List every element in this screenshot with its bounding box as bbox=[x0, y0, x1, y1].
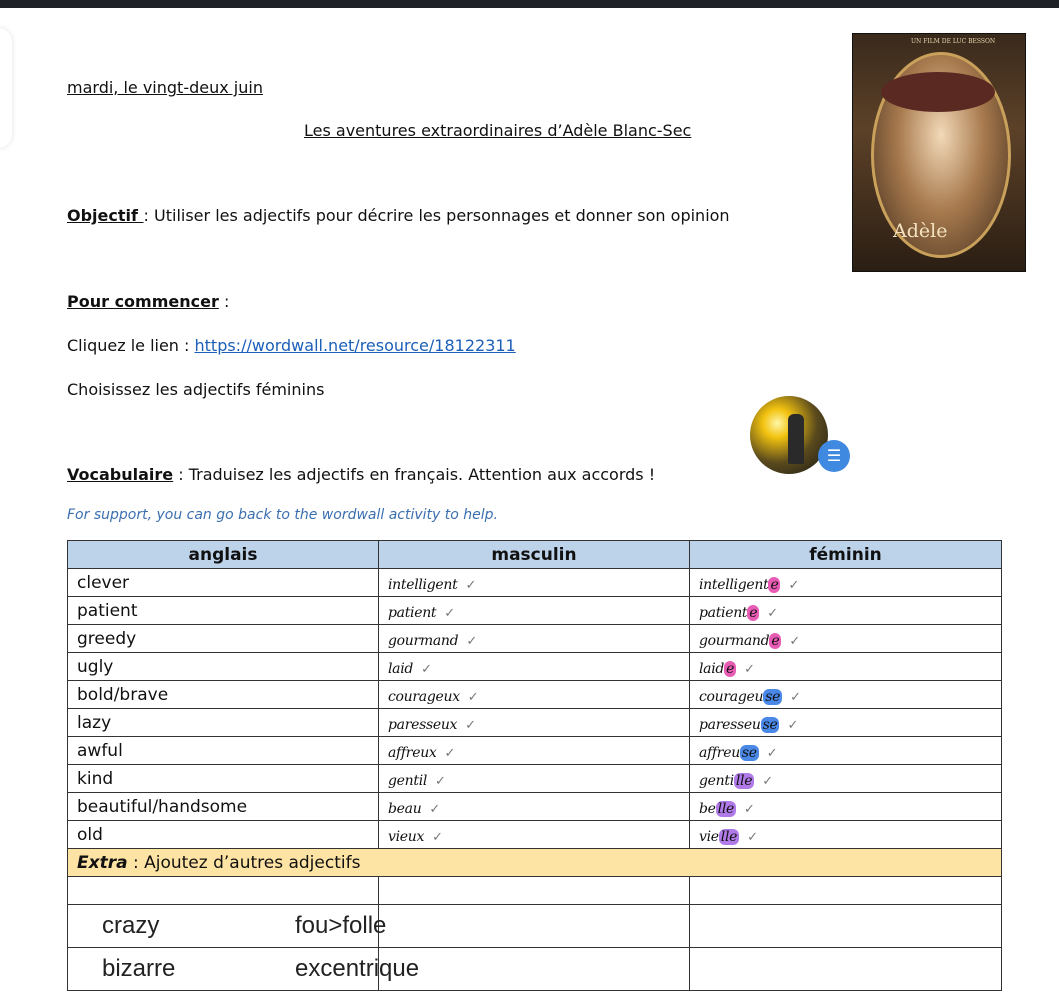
feminine-stem: intelligent bbox=[699, 577, 769, 593]
feminine-ending-highlight: se bbox=[741, 745, 757, 761]
handwritten-masculine: intelligent bbox=[388, 577, 458, 593]
start-suffix: : bbox=[218, 292, 230, 311]
feminine-stem: vie bbox=[699, 829, 719, 845]
poster-hat bbox=[881, 72, 995, 112]
poster-title: Adèle bbox=[893, 220, 948, 242]
table-row bbox=[68, 709, 1002, 737]
cell-masculine[interactable] bbox=[379, 709, 690, 737]
extra-text: : Ajoutez d’autres adjectifs bbox=[127, 852, 361, 873]
typed-english: bizarre bbox=[102, 955, 176, 982]
handwritten-masculine: affreux bbox=[388, 745, 437, 761]
feminine-ending-highlight: se bbox=[765, 689, 781, 705]
cell-masculine[interactable] bbox=[379, 793, 690, 821]
handwritten-masculine: vieux bbox=[388, 829, 425, 845]
handwritten-masculine: gentil bbox=[388, 773, 428, 789]
extra-cell[interactable] bbox=[68, 849, 1002, 877]
table-header-row bbox=[68, 541, 1002, 569]
cell-feminine[interactable] bbox=[690, 681, 1002, 709]
cell-masculine[interactable] bbox=[379, 569, 690, 597]
handwritten-masculine: patient bbox=[388, 605, 437, 621]
cell-feminine[interactable] bbox=[690, 569, 1002, 597]
wordwall-link[interactable]: https://wordwall.net/resource/18122311 bbox=[194, 336, 516, 355]
table-row bbox=[68, 569, 1002, 597]
handwritten-masculine: courageux bbox=[388, 689, 460, 705]
table-row bbox=[68, 948, 1002, 991]
start-label: Pour commencer bbox=[67, 292, 219, 311]
check-mark-icon: ✓ bbox=[766, 746, 778, 761]
feminine-stem: be bbox=[699, 801, 716, 817]
check-mark-icon: ✓ bbox=[444, 606, 456, 621]
handwritten-masculine: beau bbox=[388, 801, 422, 817]
handwritten-masculine: paresseux bbox=[388, 717, 458, 733]
cell-masculine[interactable] bbox=[379, 877, 690, 905]
objective-line bbox=[67, 206, 730, 225]
feminine-ending-highlight: e bbox=[770, 577, 779, 593]
cell-feminine[interactable] bbox=[690, 877, 1002, 905]
cell-feminine[interactable] bbox=[690, 709, 1002, 737]
comment-bubble-icon[interactable]: ☰ bbox=[818, 440, 850, 472]
cell-masculine[interactable] bbox=[379, 653, 690, 681]
feminine-stem: laid bbox=[699, 661, 725, 677]
feminine-ending-highlight: e bbox=[771, 633, 780, 649]
header-masculin: masculin bbox=[379, 541, 690, 569]
document-title: Les aventures extraordinaires d’Adèle Blanc-Sec bbox=[304, 121, 692, 140]
feminine-ending-highlight: e bbox=[749, 605, 758, 621]
typed-french: fou>folle bbox=[295, 912, 387, 939]
extra-label: Extra bbox=[77, 852, 128, 873]
table-row bbox=[68, 625, 1002, 653]
header-anglais: anglais bbox=[68, 541, 379, 569]
cell-english[interactable]: old bbox=[68, 821, 379, 849]
check-mark-icon: ✓ bbox=[790, 690, 801, 705]
feminine-ending-highlight: lle bbox=[720, 829, 738, 845]
feminine-ending-highlight: se bbox=[762, 717, 778, 733]
feminine-stem: affreu bbox=[699, 745, 740, 761]
handwritten-masculine: laid bbox=[388, 661, 414, 677]
handwritten-feminine bbox=[699, 627, 781, 649]
document-page bbox=[0, 8, 1059, 1003]
handwritten-feminine bbox=[699, 599, 759, 621]
cell-feminine[interactable] bbox=[690, 948, 1002, 991]
handwritten-masculine: gourmand bbox=[388, 633, 459, 649]
cell-feminine[interactable] bbox=[690, 821, 1002, 849]
feminine-ending-highlight: lle bbox=[717, 801, 734, 817]
table-row bbox=[68, 905, 1002, 948]
handwritten-feminine bbox=[699, 711, 779, 733]
check-mark-icon: ✓ bbox=[789, 634, 801, 649]
link-prefix: Cliquez le lien : bbox=[67, 336, 195, 355]
cell-feminine[interactable] bbox=[690, 737, 1002, 765]
instruction-text: Choisissez les adjectifs féminins bbox=[67, 380, 325, 399]
check-mark-icon: ✓ bbox=[466, 634, 478, 649]
table-row bbox=[68, 737, 1002, 765]
cell-masculine[interactable] bbox=[295, 905, 690, 948]
vocabulary-text: : Traduisez les adjectifs en français. Attention aux accords ! bbox=[173, 465, 656, 484]
table-row bbox=[68, 765, 1002, 793]
check-mark-icon: ✓ bbox=[767, 606, 779, 621]
typed-english: crazy bbox=[102, 912, 160, 939]
cell-english[interactable]: greedy bbox=[68, 625, 379, 653]
feminine-stem: paresseu bbox=[699, 717, 761, 733]
start-heading bbox=[67, 292, 229, 311]
table-row bbox=[68, 681, 1002, 709]
cell-masculine[interactable] bbox=[379, 597, 690, 625]
feminine-ending-highlight: lle bbox=[735, 773, 753, 789]
check-mark-icon: ✓ bbox=[465, 578, 477, 593]
side-panel-tab[interactable] bbox=[0, 28, 12, 148]
check-mark-icon: ✓ bbox=[788, 578, 800, 593]
check-mark-icon: ✓ bbox=[787, 718, 799, 733]
cell-english[interactable]: awful bbox=[68, 737, 379, 765]
table-row bbox=[68, 821, 1002, 849]
cell-masculine[interactable] bbox=[379, 625, 690, 653]
vocabulary-line bbox=[67, 465, 655, 484]
check-mark-icon: ✓ bbox=[747, 830, 759, 845]
cell-feminine[interactable] bbox=[690, 625, 1002, 653]
poster-top-text: UN FILM DE LUC BESSON bbox=[911, 38, 996, 45]
movie-poster-image bbox=[852, 33, 1026, 272]
table-row bbox=[68, 877, 1002, 905]
cell-feminine[interactable] bbox=[690, 765, 1002, 793]
vocabulary-label: Vocabulaire bbox=[67, 465, 174, 484]
cell-feminine[interactable] bbox=[690, 793, 1002, 821]
check-mark-icon: ✓ bbox=[444, 746, 456, 761]
cell-masculine[interactable] bbox=[379, 821, 690, 849]
objective-text: : Utiliser les adjectifs pour décrire les personnages et donner son opinion bbox=[143, 206, 730, 225]
cell-english[interactable]: beautiful/handsome bbox=[68, 793, 379, 821]
date-heading: mardi, le vingt-deux juin bbox=[67, 78, 263, 97]
table-row bbox=[68, 793, 1002, 821]
cell-english[interactable]: patient bbox=[68, 597, 379, 625]
feminine-stem: gourmand bbox=[699, 633, 770, 649]
handwritten-feminine bbox=[699, 767, 754, 789]
check-mark-icon: ✓ bbox=[435, 774, 446, 789]
check-mark-icon: ✓ bbox=[421, 662, 432, 677]
check-mark-icon: ✓ bbox=[744, 802, 755, 817]
check-mark-icon: ✓ bbox=[429, 802, 441, 817]
handwritten-feminine bbox=[699, 655, 736, 677]
check-mark-icon: ✓ bbox=[432, 830, 443, 845]
objective-label: Objectif bbox=[67, 206, 144, 225]
cell-masculine[interactable] bbox=[295, 948, 690, 991]
link-line bbox=[67, 336, 516, 355]
check-mark-icon: ✓ bbox=[465, 718, 477, 733]
cell-english[interactable] bbox=[68, 877, 379, 905]
table-row bbox=[68, 653, 1002, 681]
check-mark-icon: ✓ bbox=[762, 774, 774, 789]
feminine-stem: patient bbox=[699, 605, 748, 621]
cell-masculine[interactable] bbox=[379, 737, 690, 765]
support-note: For support, you can go back to the wordwall activity to help. bbox=[67, 507, 498, 523]
check-mark-icon: ✓ bbox=[744, 662, 755, 677]
extra-row bbox=[68, 849, 1002, 877]
cell-english[interactable]: ugly bbox=[68, 653, 379, 681]
cell-masculine[interactable] bbox=[379, 681, 690, 709]
cell-feminine[interactable] bbox=[690, 905, 1002, 948]
vocabulary-table bbox=[67, 540, 1002, 991]
handwritten-feminine bbox=[699, 795, 736, 817]
handwritten-feminine bbox=[699, 823, 739, 845]
cell-english[interactable]: kind bbox=[68, 765, 379, 793]
cell-feminine[interactable] bbox=[690, 597, 1002, 625]
header-feminin: féminin bbox=[690, 541, 1002, 569]
feminine-stem: genti bbox=[699, 773, 734, 789]
check-mark-icon: ✓ bbox=[467, 690, 479, 705]
typed-french: excentrique bbox=[295, 955, 420, 982]
table-row bbox=[68, 597, 1002, 625]
avatar-figure bbox=[788, 414, 804, 464]
cell-english[interactable]: clever bbox=[68, 569, 379, 597]
handwritten-feminine bbox=[699, 739, 759, 761]
feminine-stem: courageu bbox=[699, 689, 764, 705]
cell-english[interactable]: lazy bbox=[68, 709, 379, 737]
cell-masculine[interactable] bbox=[379, 765, 690, 793]
feminine-ending-highlight: e bbox=[726, 661, 735, 677]
handwritten-feminine bbox=[699, 571, 780, 593]
cell-english[interactable]: bold/brave bbox=[68, 681, 379, 709]
avatar-image[interactable] bbox=[750, 396, 828, 474]
handwritten-feminine bbox=[699, 683, 782, 705]
cell-feminine[interactable] bbox=[690, 653, 1002, 681]
